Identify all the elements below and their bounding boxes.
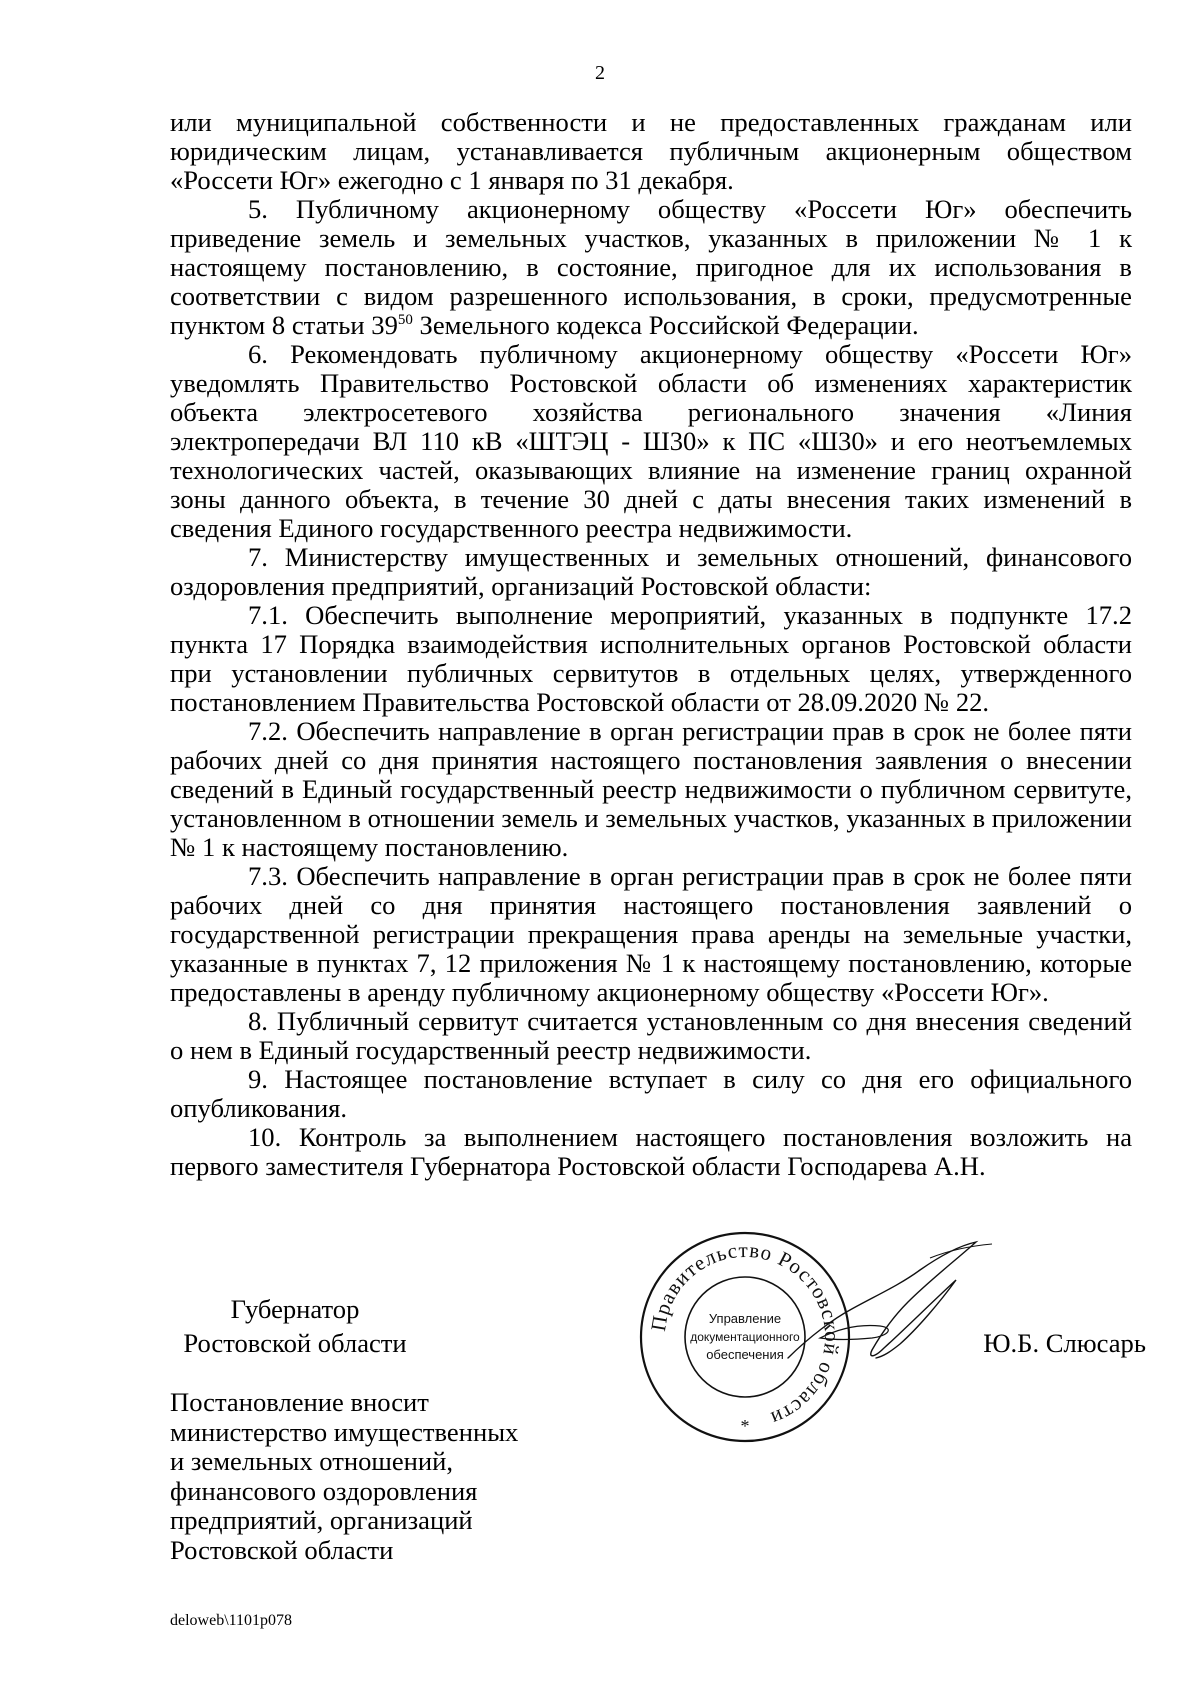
paragraph-text: 5. Публичному акционерному обществу «Россети Юг» обеспечить приведение земель и земельных участков, указанных в приложении № 1 к настоящему постановлению, в состояние, пригодное для их использования в соответствии с видом разрешенного использования, в сроки, предусмотренные пунктом 8 статьи 39 bbox=[170, 194, 1132, 340]
paragraph bbox=[170, 195, 1132, 340]
signatory-name: Ю.Б. Слюсарь bbox=[983, 1328, 1146, 1358]
introduced-by-line: финансового оздоровления bbox=[170, 1475, 478, 1506]
paragraph: 7.2. Обеспечить направление в орган регистрации прав в срок не более пяти рабочих дней со дня принятия настоящего постановления заявления о внесении сведений в Единый государственный реестр недвижимости о публичном сервитуте, установленном в отношении земель и земельных участков, указанных в приложении № 1 к настоящему постановлению. bbox=[170, 716, 1132, 862]
seal-outer-textpath: Правительство Ростовской области bbox=[646, 1237, 845, 1432]
paragraph: 9. Настоящее постановление вступает в силу со дня его официального опубликования. bbox=[170, 1064, 1132, 1123]
paragraph-tail: Земельного кодекса Российской Федерации. bbox=[412, 310, 919, 340]
introduced-by-line: Постановление вносит bbox=[170, 1387, 429, 1417]
seal-star: * bbox=[740, 1416, 750, 1436]
paragraph: 6. Рекомендовать публичному акционерному обществу «Россети Юг» уведомлять Правительство Ростовской области об изменениях характеристик объекта электросетевого хозяйства регионального значения «Линия электропередачи ВЛ 110 кВ «ШТЭЦ - Ш30» к ПС «Ш30» и его неотъемлемых технологических частей, оказывающих влияние на изменение границ охранной зоны данного объекта, в течение 30 дней с даты внесения таких изменений в сведения Единого государственного реестра недвижимости. bbox=[170, 339, 1132, 543]
page-number: 2 bbox=[595, 62, 605, 84]
seal-inner-line: обеспечения bbox=[706, 1347, 784, 1362]
paragraph: 8. Публичный сервитут считается установленным со дня внесения сведений о нем в Единый государственный реестр недвижимости. bbox=[170, 1006, 1132, 1065]
introduced-by-line: министерство имущественных bbox=[170, 1416, 519, 1447]
introduced-by-line: Ростовской области bbox=[170, 1534, 394, 1565]
paragraph: 7.1. Обеспечить выполнение мероприятий, указанных в подпункте 17.2 пункта 17 Порядка взаимодействия исполнительных органов Ростовской области при установлении публичных сервитутов в отдельных целях, утвержденного постановлением Правительства Ростовской области от 28.09.2020 № 22. bbox=[170, 600, 1132, 717]
seal-inner-line: Управление bbox=[708, 1311, 782, 1326]
document-code: deloweb\1101p078 bbox=[170, 1612, 293, 1629]
signatory-title-line: Губернатор bbox=[230, 1294, 360, 1324]
paragraph: 10. Контроль за выполнением настоящего постановления возложить на первого заместителя Губернатора Ростовской области Господарева А.Н. bbox=[170, 1122, 1132, 1181]
seal-inner-line: документационного bbox=[690, 1330, 800, 1344]
introduced-by-block bbox=[170, 1388, 590, 1565]
document-body bbox=[170, 108, 1132, 1181]
paragraph: 7. Министерству имущественных и земельных отношений, финансового оздоровления предприятий, организаций Ростовской области: bbox=[170, 542, 1132, 601]
paragraph: 7.3. Обеспечить направление в орган регистрации прав в срок не более пяти рабочих дней со дня принятия настоящего постановления заявлений о государственной регистрации прекращения права аренды на земельные участки, указанные в пунктах 7, 12 приложения № 1 к настоящему постановлению, которые предоставлены в аренду публичному акционерному обществу «Россети Юг». bbox=[170, 861, 1132, 1007]
introduced-by-line: предприятий, организаций bbox=[170, 1505, 473, 1535]
introduced-by-line: и земельных отношений, bbox=[170, 1446, 453, 1476]
article-superscript: 50 bbox=[397, 312, 413, 329]
paragraph: или муниципальной собственности и не предоставленных гражданам или юридическим лицам, устанавливается публичным акционерным обществом «Россети Юг» ежегодно с 1 января по 31 декабря. bbox=[170, 107, 1132, 195]
signatory-title-line: Ростовской области bbox=[183, 1328, 407, 1358]
handwritten-signature bbox=[780, 1240, 1000, 1370]
signatory-title bbox=[170, 1292, 420, 1360]
